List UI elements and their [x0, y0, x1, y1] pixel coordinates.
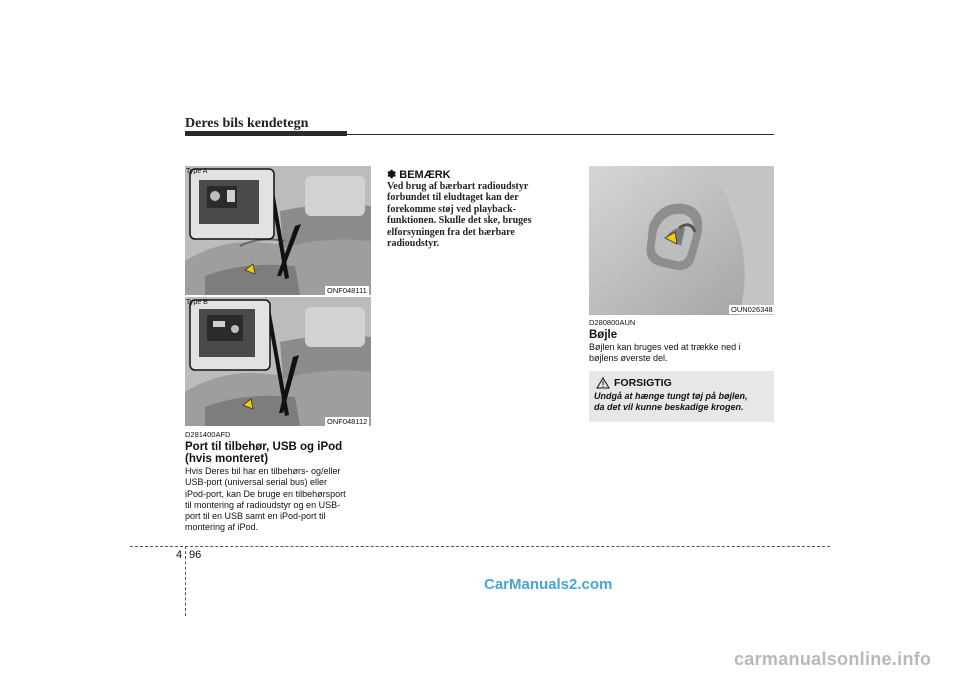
note-body — [387, 181, 573, 249]
usb-section-title-line2: (hvis monteret) — [185, 453, 269, 465]
console-illustration-a — [185, 166, 371, 295]
figure-hook-code: OUN026348 — [731, 305, 773, 314]
text-line: iPod-port, kan De bruge en tilbehørsport — [185, 488, 346, 499]
usb-section-title-line1: Port til tilbehør, USB og iPod — [185, 441, 343, 453]
text-line: elforsyningen fra det bærbare — [387, 226, 515, 238]
figure-b-code: ONF048112 — [327, 417, 368, 426]
figure-hook — [589, 166, 774, 315]
usb-section-code: D281400AFD — [185, 430, 231, 439]
console-illustration-b — [185, 297, 371, 426]
caution-text — [594, 391, 772, 413]
hook-section-code: D280800AUN — [589, 318, 636, 327]
figure-a-code: ONF048111 — [327, 286, 367, 295]
text-line: USB-port (universal serial bus) eller — [185, 477, 328, 488]
hook-illustration — [589, 166, 774, 315]
text-line: Undgå at hænge tungt tøj på bøjlen, — [594, 391, 748, 401]
text-line: funktionen. Skulle det ske, bruges — [387, 215, 532, 227]
text-line: til montering af radioudstyr og en USB- — [185, 499, 341, 510]
figure-type-b — [185, 297, 371, 426]
caution-title: FORSIGTIG — [614, 377, 672, 389]
chapter-title: Deres bils kendetegn — [185, 116, 309, 131]
text-line: port til en USB samt en iPod-port til — [185, 511, 326, 522]
usb-section-body — [185, 466, 372, 534]
text-line: Bøjlen kan bruges ved at trække ned i — [589, 342, 741, 352]
header-rule-thick — [185, 131, 347, 136]
text-line: Ved brug af bærbart radioudstyr — [387, 181, 529, 192]
watermark-carmanuals2[interactable]: CarManuals2.com — [484, 576, 613, 593]
text-line: radioudstyr. — [387, 238, 440, 250]
header-rule-thin — [347, 134, 774, 135]
hook-section-body — [589, 342, 774, 365]
figure-a-type-label: Type A — [186, 168, 208, 175]
note-heading: ✽ BEMÆRK — [387, 169, 451, 181]
caution-box — [589, 371, 774, 422]
text-line: bøjlens øverste del. — [589, 353, 668, 364]
figure-b-type-label: Type B — [186, 299, 208, 306]
figure-type-a — [185, 166, 371, 295]
warning-triangle-icon — [596, 377, 610, 389]
chapter-number: 4 — [176, 549, 183, 561]
watermark-carmanualsonline[interactable]: carmanualsonline.info — [734, 649, 932, 669]
footer-rule — [130, 546, 830, 547]
text-line: forekomme støj ved playback- — [387, 203, 516, 215]
text-line: Hvis Deres bil har en tilbehørs- og/eller — [185, 466, 341, 476]
footer-vertical-rule — [185, 546, 186, 616]
text-line: montering af iPod. — [185, 522, 259, 533]
hook-section-title: Bøjle — [589, 329, 618, 341]
text-line: da det vil kunne beskadige krogen. — [594, 402, 744, 412]
text-line: forbundet til eludtaget kan der — [387, 192, 519, 204]
page-number: 96 — [189, 549, 202, 561]
